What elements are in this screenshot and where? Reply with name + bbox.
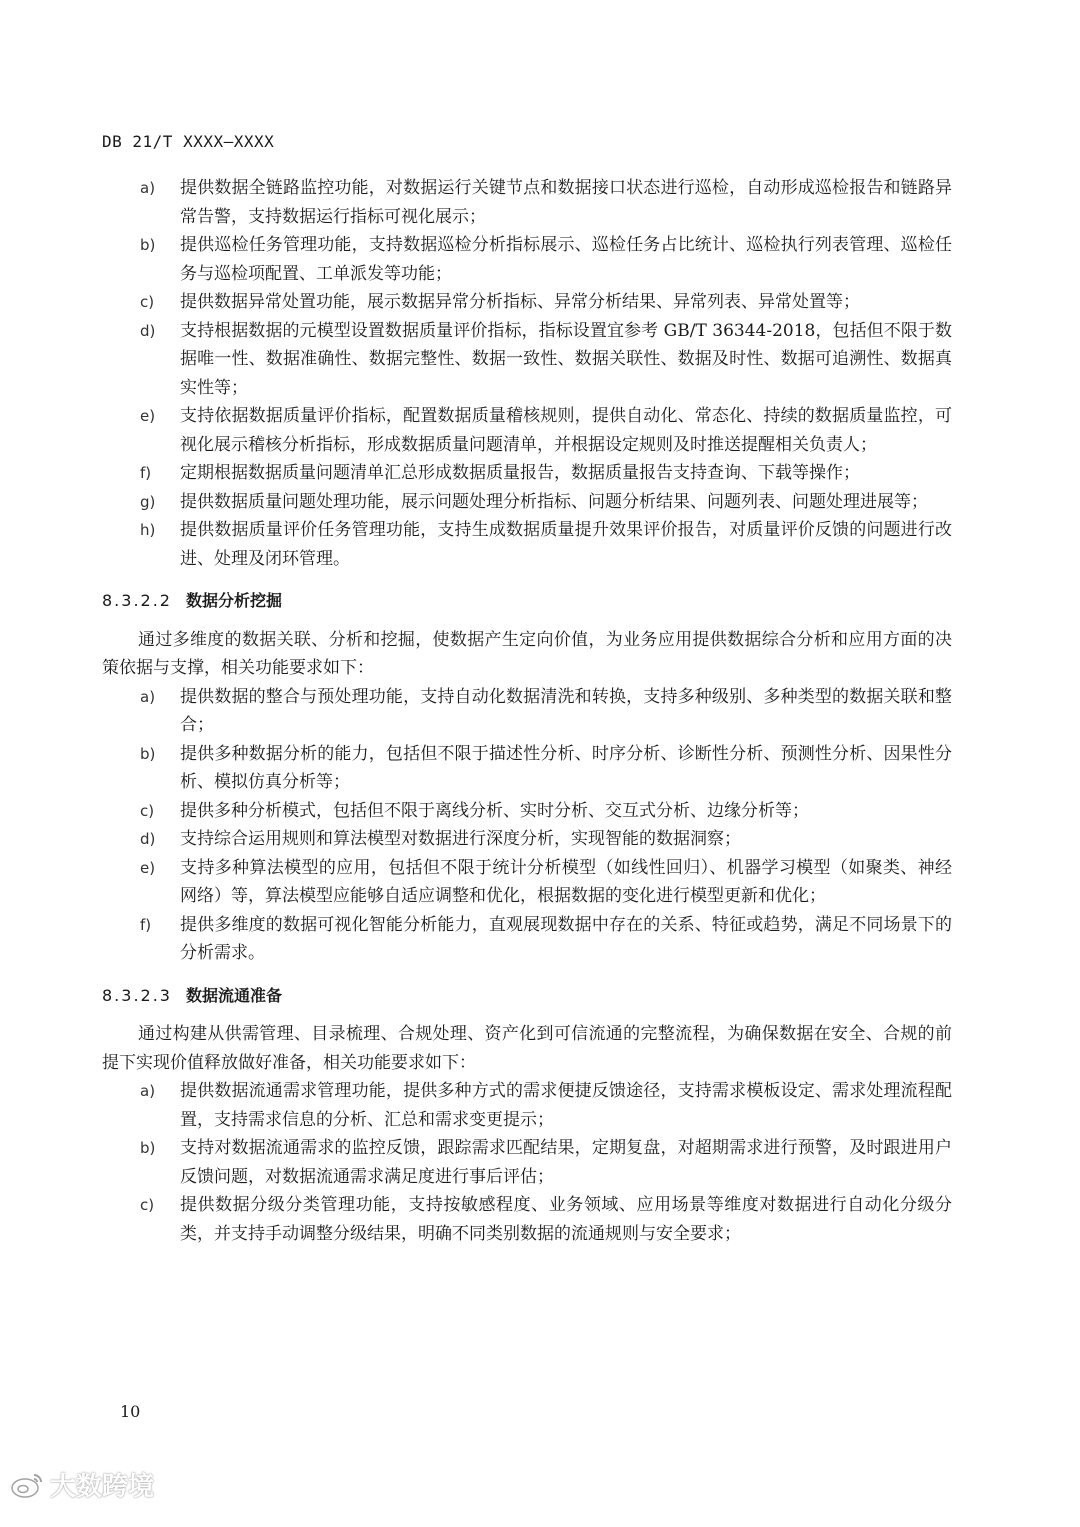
list-item [102,516,952,573]
list-item-text: 提供数据流通需求管理功能，提供多种方式的需求便捷反馈途径，支持需求模板设定、需求处理流程配置，支持需求信息的分析、汇总和需求变更提示； [180,1081,952,1130]
list-marker: e) [140,407,156,425]
section-title: 数据分析挖掘 [185,591,282,610]
list-marker: a) [140,1082,156,1100]
list-item [102,911,952,968]
list-marker: a) [140,687,156,706]
list-marker: d) [140,830,156,848]
list-item-text: 提供数据的整合与预处理功能，支持自动化数据清洗和转换，支持多种级别、多种类型的数据关联和整合； [180,686,952,735]
list-item [102,740,952,797]
list-marker: b) [140,1139,156,1157]
list-item-text: 提供数据全链路监控功能，对数据运行关键节点和数据接口状态进行巡检，自动形成巡检报告和链路异常告警，支持数据运行指标可视化展示； [180,178,952,227]
list-item-text: 提供巡检任务管理功能，支持数据巡检分析指标展示、巡检任务占比统计、巡检执行列表管理、巡检任务与巡检项配置、工单派发等功能； [180,235,952,284]
list-section-8-3-2-3 [102,1077,952,1248]
page-number: 10 [120,1402,141,1421]
section-heading-8-3-2-2 [102,587,952,616]
list-marker: c) [140,1196,155,1214]
list-item [102,488,952,517]
list-item-text: 提供多种数据分析的能力，包括但不限于描述性分析、时序分析、诊断性分析、预测性分析、因果性分析、模拟仿真分析等； [180,743,952,792]
list-item-text: 提供数据质量问题处理功能，展示问题处理分析指标、问题分析结果、问题列表、问题处理进展等； [180,491,928,512]
list-item [102,1191,952,1248]
list-marker: f) [140,915,152,934]
watermark-text: 大数跨境 [50,1472,155,1502]
list-item [102,797,952,826]
document-header: DB 21/T XXXX—XXXX [102,132,275,151]
watermark [10,1466,154,1503]
list-item-text: 提供数据异常处置功能，展示数据异常分析指标、异常分析结果、异常列表、异常处置等； [180,292,860,312]
list-item-text: 定期根据数据质量问题清单汇总形成数据质量报告，数据质量报告支持查询、下载等操作； [180,463,860,483]
list-marker: c) [140,293,155,311]
list-marker: h) [140,521,156,539]
section-number: 8.3.2.2 [102,591,172,610]
list-item [102,402,952,459]
list-section-a [102,174,952,573]
list-marker: b) [140,236,156,254]
list-item [102,1134,952,1191]
list-marker: f) [140,464,152,482]
section-number: 8.3.2.3 [102,985,172,1005]
section-title: 数据流通准备 [185,985,282,1005]
list-item-text: 支持根据数据的元模型设置数据质量评价指标，指标设置宜参考 GB/T 36344-2018，包括但不限于数据唯一性、数据准确性、数据完整性、数据一致性、数据关联性、数据及时性、数据可追溯性、数据真实性等； [180,320,952,398]
list-marker: a) [140,179,156,197]
list-marker: b) [140,744,156,763]
list-section-8-3-2-2 [102,683,952,968]
list-item-text: 支持多种算法模型的应用，包括但不限于统计分析模型（如线性回归）、机器学习模型（如聚类、神经网络）等，算法模型应能够自适应调整和优化，根据数据的变化进行模型更新和优化； [180,857,952,906]
list-marker: c) [140,801,155,820]
list-item [102,854,952,911]
section-heading-8-3-2-3 [102,982,952,1011]
list-item [102,317,952,403]
list-item-text: 提供数据分级分类管理功能，支持按敏感程度、业务领域、应用场景等维度对数据进行自动化分级分类，并支持手动调整分级结果，明确不同类别数据的流通规则与安全要求； [180,1195,952,1244]
list-item [102,174,952,231]
list-item [102,459,952,488]
weibo-icon [10,1471,44,1499]
list-item [102,231,952,288]
list-marker: e) [140,858,156,877]
list-item-text: 支持综合运用规则和算法模型对数据进行深度分析，实现智能的数据洞察； [180,829,741,849]
list-item-text: 支持对数据流通需求的监控反馈，跟踪需求匹配结果，定期复盘，对超期需求进行预警，及时跟进用户反馈问题，对数据流通需求满足度进行事后评估； [180,1138,952,1187]
list-item-text: 提供多种分析模式，包括但不限于离线分析、实时分析、交互式分析、边缘分析等； [180,800,809,821]
section-intro: 通过多维度的数据关联、分析和挖掘，使数据产生定向价值，为业务应用提供数据综合分析和应用方面的决策依据与支撑，相关功能要求如下： [102,629,952,678]
list-marker: g) [140,492,156,511]
list-item [102,1077,952,1134]
list-item-text: 提供数据质量评价任务管理功能，支持生成数据质量提升效果评价报告，对质量评价反馈的问题进行改进、处理及闭环管理。 [180,520,952,569]
list-item [102,825,952,854]
list-item [102,288,952,317]
list-item-text: 支持依据数据质量评价指标，配置数据质量稽核规则，提供自动化、常态化、持续的数据质量监控，可视化展示稽核分析指标，形成数据质量问题清单，并根据设定规则及时推送提醒相关负责人； [180,406,952,455]
page-content [102,174,952,1248]
section-intro: 通过构建从供需管理、目录梳理、合规处理、资产化到可信流通的完整流程，为确保数据在安全、合规的前提下实现价值释放做好准备，相关功能要求如下： [102,1024,952,1073]
list-marker: d) [140,321,156,340]
list-item-text: 提供多维度的数据可视化智能分析能力，直观展现数据中存在的关系、特征或趋势，满足不同场景下的分析需求。 [180,914,952,963]
list-item [102,683,952,740]
